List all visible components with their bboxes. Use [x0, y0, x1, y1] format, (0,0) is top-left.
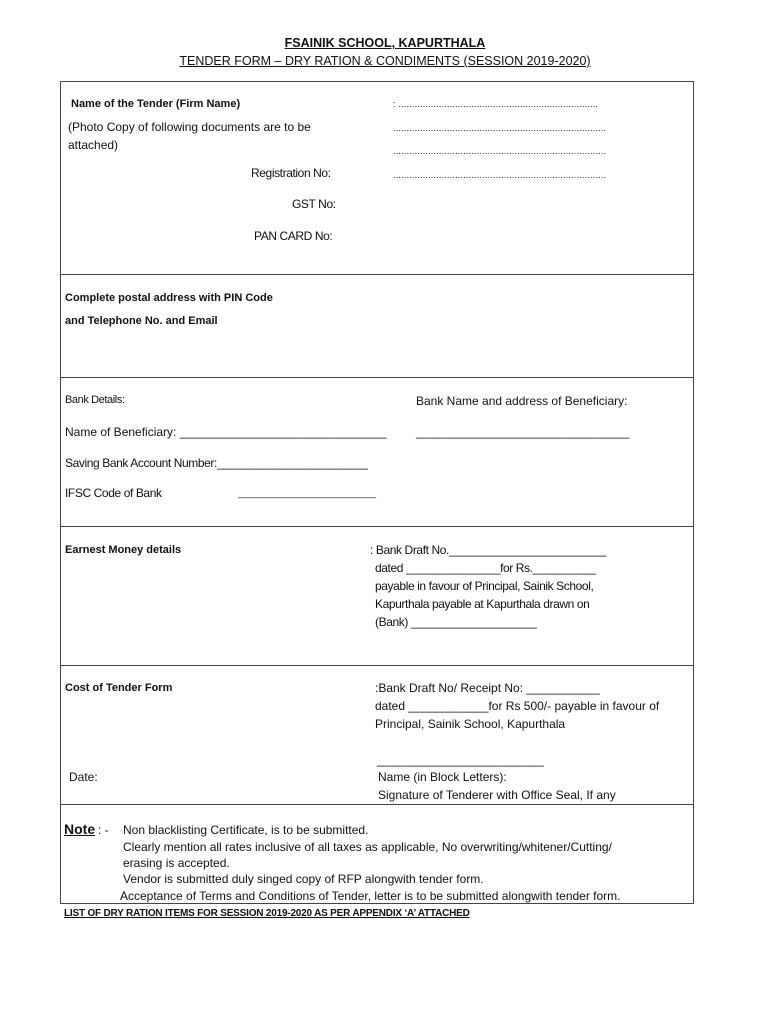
appendix-footer: LIST OF DRY RATION ITEMS FOR SESSION 2019-2020 AS PER APPENDIX ‘A’ ATTACHED	[64, 908, 470, 919]
photo-copy-note-cont: attached)	[68, 138, 119, 152]
note-item-rates: Clearly mention all rates inclusive of all taxes as applicable, No overwriting/whitener/Cutting/	[123, 840, 612, 854]
document-line-1[interactable]: ...............................................................................	[393, 123, 607, 133]
cost-of-tender-label: Cost of Tender Form	[65, 682, 173, 694]
saving-account-field[interactable]: Saving Bank Account Number:________________________	[65, 456, 368, 470]
ifsc-field[interactable]: ________________________	[238, 488, 377, 499]
note-item-blacklisting: Non blacklisting Certificate, is to be submitted.	[123, 823, 369, 837]
photo-copy-note: (Photo Copy of following documents are to be	[68, 120, 311, 134]
earnest-drawn-line: Kapurthala payable at Kapurthala drawn on	[375, 597, 590, 611]
signature-label: Signature of Tenderer with Office Seal, If any	[378, 788, 616, 802]
note-item-terms: Acceptance of Terms and Conditions of Tender, letter is to be submitted alongwith tender form.	[120, 889, 621, 903]
beneficiary-name-field[interactable]: Name of Beneficiary: _______________________________	[65, 425, 387, 439]
cost-principal-line: Principal, Sainik School, Kapurthala	[375, 717, 566, 731]
registration-label: Registration No:	[251, 166, 331, 180]
note-separator: : -	[98, 823, 109, 837]
note-item-rfp: Vendor is submitted duly singed copy of RFP alongwith tender form.	[123, 872, 484, 886]
ifsc-label: IFSC Code of Bank	[65, 486, 162, 500]
form-title: TENDER FORM – DRY RATION & CONDIMENTS (SESSION 2019-2020)	[179, 54, 591, 68]
firm-name-field[interactable]: : ..........................................................................	[393, 99, 599, 109]
registration-field[interactable]: ...............................................................................	[393, 170, 607, 180]
firm-name-label: Name of the Tender (Firm Name)	[71, 98, 241, 110]
telephone-email-label: and Telephone No. and Email	[65, 315, 218, 327]
earnest-dated-line[interactable]: dated _______________for Rs.__________	[375, 561, 596, 575]
cost-draft-line[interactable]: :Bank Draft No/ Receipt No: ___________	[375, 681, 600, 695]
gst-label: GST No:	[292, 197, 336, 211]
document-line-2[interactable]: ...............................................................................	[393, 146, 607, 156]
divider-address	[60, 274, 694, 275]
pan-label: PAN CARD No:	[254, 229, 333, 243]
bank-details-label: Bank Details:	[65, 394, 125, 406]
divider-cost	[60, 665, 694, 666]
block-letters-label: Name (in Block Letters):	[378, 770, 507, 784]
school-title: FSAINIK SCHOOL, KAPURTHALA	[284, 36, 486, 50]
earnest-payable-line: payable in favour of Principal, Sainik School,	[375, 579, 594, 593]
cost-dated-line[interactable]: dated ____________for Rs 500/- payable in favour of	[375, 699, 660, 713]
earnest-money-label: Earnest Money details	[65, 544, 182, 556]
divider-earnest	[60, 526, 694, 527]
beneficiary-bank-label: Bank Name and address of Beneficiary:	[416, 394, 628, 408]
signature-line[interactable]: _________________________	[377, 753, 544, 767]
note-item-rates-cont: erasing is accepted.	[123, 856, 230, 870]
address-label: Complete postal address with PIN Code	[65, 292, 273, 304]
earnest-bank-line[interactable]: (Bank) ____________________	[375, 615, 537, 629]
divider-bank	[60, 377, 694, 378]
divider-note	[60, 804, 694, 805]
beneficiary-bank-field[interactable]: ________________________________	[416, 425, 630, 439]
note-label: Note	[64, 821, 96, 837]
date-label: Date:	[69, 770, 98, 784]
earnest-draft-line[interactable]: : Bank Draft No._________________________	[370, 543, 606, 557]
